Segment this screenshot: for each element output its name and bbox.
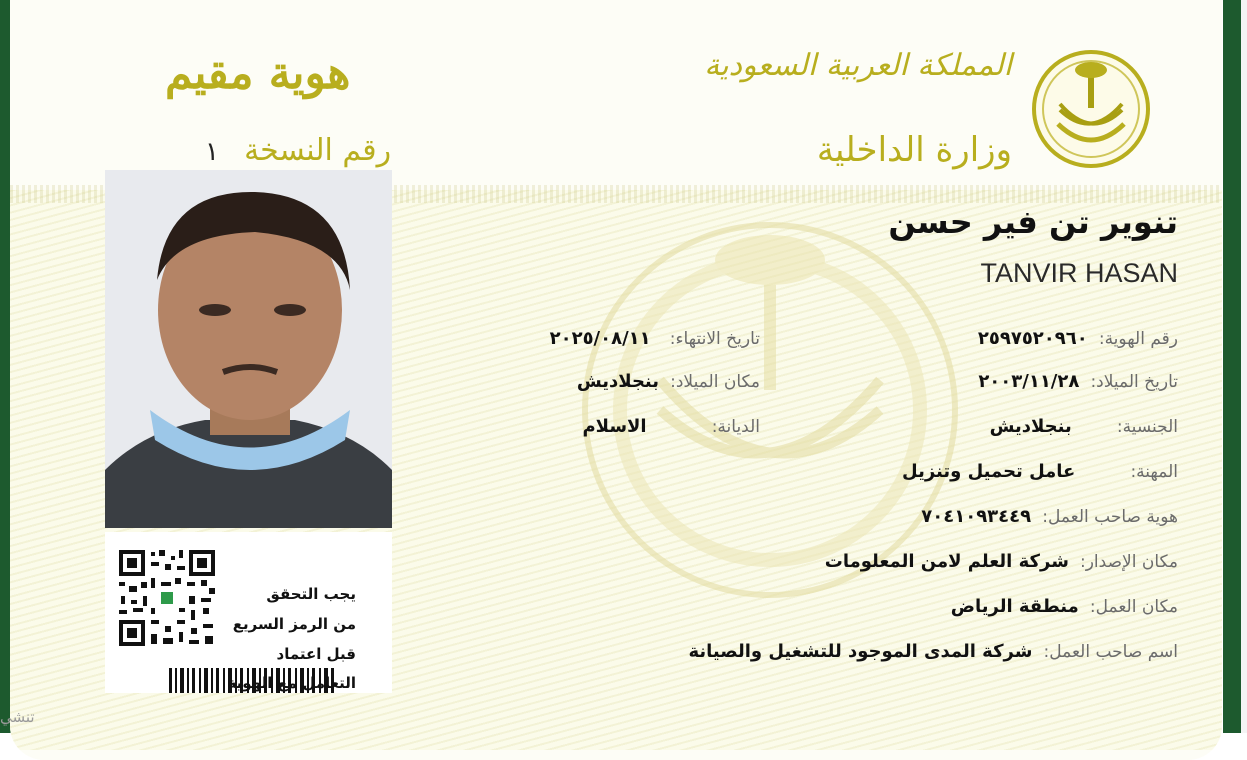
field-pob	[577, 371, 760, 392]
issue-place-label: مكان الإصدار:	[1080, 552, 1178, 572]
qr-code-icon	[117, 548, 217, 648]
employer-name-label: اسم صاحب العمل:	[1043, 642, 1178, 662]
religion-value: الاسلام	[582, 416, 647, 437]
field-work-place	[951, 596, 1178, 617]
dob-value: ٢٠٠٣/١١/٢٨	[978, 371, 1080, 392]
kingdom-name: المملكة العربية السعودية	[704, 48, 1012, 83]
work-place-value: منطقة الرياض	[950, 596, 1079, 617]
expiry-label: تاريخ الانتهاء:	[669, 329, 760, 349]
field-occupation	[902, 461, 1178, 482]
field-id	[978, 328, 1178, 349]
id-label: رقم الهوية:	[1098, 329, 1178, 349]
holder-name-en: TANVIR HASAN	[980, 258, 1178, 288]
employer-id-label: هوية صاحب العمل:	[1042, 507, 1178, 527]
copy-label: رقم النسخة	[244, 133, 392, 168]
holder-portrait-icon	[105, 170, 392, 528]
religion-label: الديانة:	[711, 417, 760, 437]
pob-value: بنجلاديش	[576, 371, 660, 392]
dob-label: تاريخ الميلاد:	[1090, 372, 1178, 392]
nationality-label: الجنسية:	[1116, 417, 1178, 437]
occupation-value: عامل تحميل وتنزيل	[902, 461, 1076, 482]
copy-number-row	[205, 133, 391, 168]
employer-name-value: شركة المدى الموجود للتشغيل والصيانة	[688, 641, 1033, 662]
field-employer-id	[921, 506, 1178, 527]
qr-section	[105, 532, 392, 693]
field-issue-place	[825, 551, 1178, 572]
field-religion	[582, 416, 760, 437]
ministry-name: وزارة الداخلية	[816, 130, 1012, 170]
field-nationality	[990, 416, 1178, 437]
holder-photo	[105, 170, 392, 528]
frame-edge	[1241, 0, 1247, 733]
card-title: هوية مقيم	[165, 48, 351, 99]
qr-note-line1: يجب التحقق	[266, 585, 356, 603]
employer-id-value: ٧٠٤١٠٩٣٤٤٩	[921, 506, 1032, 527]
field-expiry	[550, 328, 760, 349]
qr-note-line4: التعامل مع الهوية	[227, 674, 356, 692]
nationality-value: بنجلاديش	[989, 416, 1072, 437]
saudi-emblem-icon	[1030, 48, 1152, 170]
field-employer-name	[688, 641, 1178, 662]
field-dob	[978, 371, 1178, 392]
holder-name-ar: تنوير تن فير حسن	[888, 203, 1178, 241]
copy-number: ١	[205, 137, 219, 167]
id-value: ٢٥٩٧٥٢٠٩٦٠	[977, 328, 1088, 349]
pob-label: مكان الميلاد:	[670, 372, 760, 392]
emblem-watermark-icon	[570, 210, 970, 610]
occupation-label: المهنة:	[1130, 462, 1178, 482]
id-card	[10, 0, 1222, 760]
site-watermark: تنشي	[0, 708, 35, 726]
expiry-value: ٢٠٢٥/٠٨/١١	[549, 328, 651, 349]
work-place-label: مكان العمل:	[1089, 597, 1178, 617]
qr-note-line2: من الرمز السريع	[232, 615, 356, 633]
qr-note-line3: قبل اعتماد	[276, 645, 356, 663]
issue-place-value: شركة العلم لامن المعلومات	[824, 551, 1069, 572]
